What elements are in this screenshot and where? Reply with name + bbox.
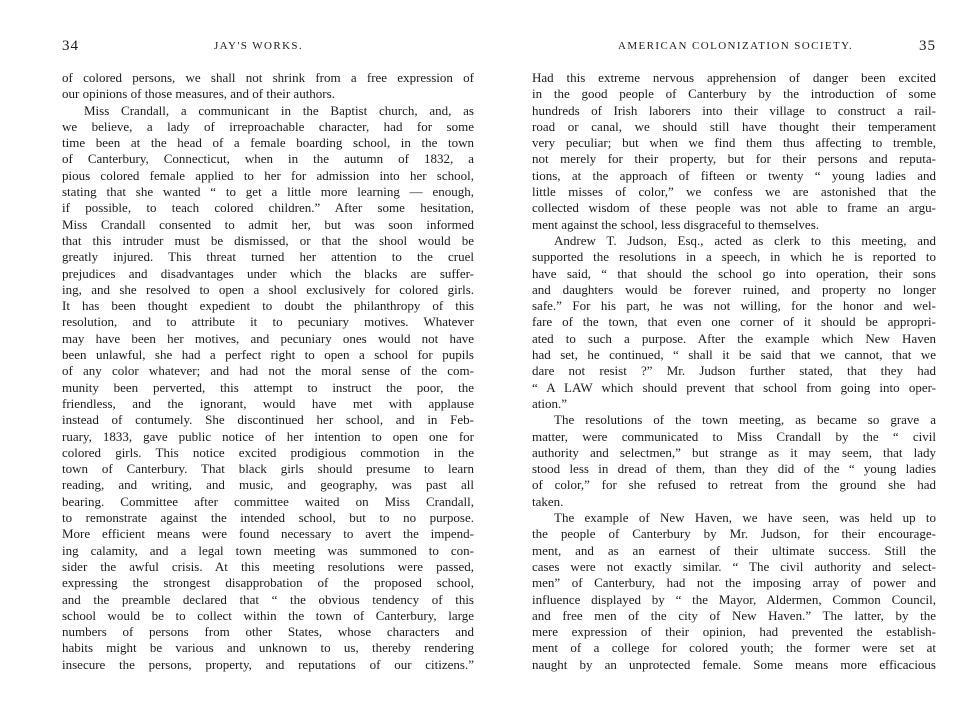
left-page-text: [62, 70, 474, 673]
right-page-number: 35: [919, 38, 936, 54]
text-line: hundreds of Irish laborers into their village to construct a rail-: [532, 102, 936, 118]
text-line: cases were not exactly similar. “ The civil authority and select-: [532, 558, 936, 574]
text-line: Andrew T. Judson, Esq., acted as clerk to this meeting, and: [554, 232, 936, 248]
text-line: had set, he continued, “ shall it be said that we cannot, that we: [532, 347, 936, 363]
text-line: little misses of color,” we confess we are astonished that the: [532, 184, 936, 200]
text-line: been unlawful, she had a perfect right to open a school for pupils: [62, 347, 474, 363]
right-running-head: [532, 38, 936, 58]
text-line: that this intruder must be dismissed, or that the shool would be: [62, 232, 474, 248]
text-line: our opinions of those measures, and of their authors.: [62, 86, 335, 102]
text-line: More efficient means were found necessary to avert the impend-: [62, 526, 474, 542]
text-line: influence displayed by “ the Mayor, Aldermen, Common Council,: [532, 591, 936, 607]
text-line: collected wisdom of these people was not able to frame an argu-: [532, 200, 936, 216]
right-running-title: AMERICAN COLONIZATION SOCIETY.: [618, 40, 854, 52]
text-line: ment of a college for colored youth; the former were set at: [532, 640, 936, 656]
text-line: to remonstrate against the intended school, but to no purpose.: [62, 510, 474, 526]
text-line: Miss Crandall, a communicant in the Baptist church, and, as: [84, 102, 474, 118]
text-line: may have been her motives, and pecuniary ones would not have: [62, 330, 474, 346]
text-line: The resolutions of the town meeting, as became so grave a: [554, 412, 936, 428]
text-line: munity been perverted, this attempt to instruct the poor, the: [62, 379, 474, 395]
text-line: expressing the strongest disapprobation of the proposed school,: [62, 575, 474, 591]
text-line: school would be to collect within the town of Canterbury, large: [62, 607, 474, 623]
left-running-title: JAY'S WORKS.: [214, 40, 304, 52]
text-line: instead of contumely. She discontinued her school, and in Feb-: [62, 412, 474, 428]
left-page-number: 34: [62, 38, 79, 54]
text-line: numbers of persons from other States, whose characters and: [62, 624, 474, 640]
left-page: [62, 38, 474, 673]
text-line: fare of the town, that even one corner of it should be appropri-: [532, 314, 936, 330]
text-line: the people of Canterbury by Mr. Judson, for their encourage-: [532, 526, 936, 542]
text-line: we believe, a lady of irreproachable character, had for some: [62, 118, 474, 134]
text-line: “ A LAW which should prevent that school from going into oper-: [532, 379, 936, 395]
text-line: insecure the persons, property, and reputations of our citizens.”: [62, 656, 474, 672]
text-line: not merely for their property, but for their persons and reputa-: [532, 151, 936, 167]
text-line: The example of New Haven, we have seen, was held up to: [554, 510, 936, 526]
text-line: have said, “ that should the school go into operation, their sons: [532, 265, 936, 281]
text-line: ing calamity, and a legal town meeting was summoned to con-: [62, 542, 474, 558]
text-line: reading, and writing, and music, and geography, was past all: [62, 477, 474, 493]
text-line: resolution, and to attribute it to pecuniary motives. Whatever: [62, 314, 474, 330]
text-line: and the preamble declared that “ the obvious tendency of this: [62, 591, 474, 607]
text-line: road or canal, we should still have thought their temperament: [532, 118, 936, 134]
text-line: naught by an unprotected female. Some means more efficacious: [532, 656, 936, 672]
text-line: sider the awful crisis. At this meeting resolutions were passed,: [62, 558, 474, 574]
right-page: [532, 38, 936, 673]
text-line: stating that she wanted “ to get a little more learning — enough,: [62, 184, 474, 200]
text-line: ment against the school, less disgraceful to themselves.: [532, 216, 820, 232]
text-line: of any color whatever; and had not the moral sense of the com-: [62, 363, 474, 379]
text-line: pious colored female applied to her for admission into her school,: [62, 167, 474, 183]
text-line: men” of Canterbury, had not the imposing array of power and: [532, 575, 936, 591]
text-line: and daughters would be forever ruined, and property no longer: [532, 281, 936, 297]
text-line: of colored persons, we shall not shrink from a free expression of: [62, 70, 474, 85]
text-line: and free men of the city of New Haven.” The latter, by the: [532, 607, 936, 623]
text-line: friendless, and the ignorant, would have met with applause: [62, 395, 474, 411]
text-line: ment, and as an earnest of their ultimate success. Still the: [532, 542, 936, 558]
text-line: mere expression of their opinion, had prevented the establish-: [532, 624, 936, 640]
text-line: authority and selectmen,” but strange as it may seem, that lady: [532, 444, 936, 460]
text-line: Had this extreme nervous apprehension of danger been excited: [532, 70, 936, 85]
text-line: Miss Crandall consented to admit her, but was soon informed: [62, 216, 474, 232]
text-line: very peculiar; but when we find them thus affecting to tremble,: [532, 135, 936, 151]
right-page-text: [532, 70, 936, 673]
text-line: prejudices and disadvantages under which the blacks are suffer-: [62, 265, 474, 281]
text-line: ing, and she resolved to open a shool exclusively for colored girls.: [62, 281, 474, 297]
text-line: habits might be various and unknown to us, thereby rendering: [62, 640, 474, 656]
text-line: colored girls. This notice excited prodigious commotion in the: [62, 444, 474, 460]
left-running-head: [62, 38, 474, 58]
text-line: ruary, 1833, gave public notice of her intention to open one for: [62, 428, 474, 444]
text-line: supported the resolutions in a speech, in which he is reported to: [532, 249, 936, 265]
text-line: if possible, to teach colored children.” After some hesitation,: [62, 200, 474, 216]
text-line: It has been thought expedient to doubt the philanthropy of this: [62, 298, 474, 314]
text-line: of color,” for she refused to retreat from the ground she had: [532, 477, 936, 493]
text-line: town of Canterbury. That black girls should presume to learn: [62, 461, 474, 477]
text-line: safe.” For his part, he was not willing, for the honor and wel-: [532, 298, 936, 314]
text-line: greatly injured. This threat turned her attention to the cruel: [62, 249, 474, 265]
text-line: ation.”: [532, 395, 568, 411]
text-line: matter, were communicated to Miss Crandall by the “ civil: [532, 428, 936, 444]
text-line: tions, at the approach of fifteen or twenty “ young ladies and: [532, 167, 936, 183]
text-line: taken.: [532, 493, 564, 509]
text-line: dare not resist ?” Mr. Judson further stated, that they had: [532, 363, 936, 379]
text-line: ated to such a purpose. After the example which New Haven: [532, 330, 936, 346]
text-line: time been at the head of a female boarding school, in the town: [62, 135, 474, 151]
text-line: of Canterbury, Connecticut, when in the autumn of 1832, a: [62, 151, 474, 167]
text-line: bearing. Committee after committee waited on Miss Crandall,: [62, 493, 474, 509]
text-line: in the good people of Canterbury by the introduction of some: [532, 86, 936, 102]
text-line: stood less in dread of them, than they did of the “ young ladies: [532, 461, 936, 477]
